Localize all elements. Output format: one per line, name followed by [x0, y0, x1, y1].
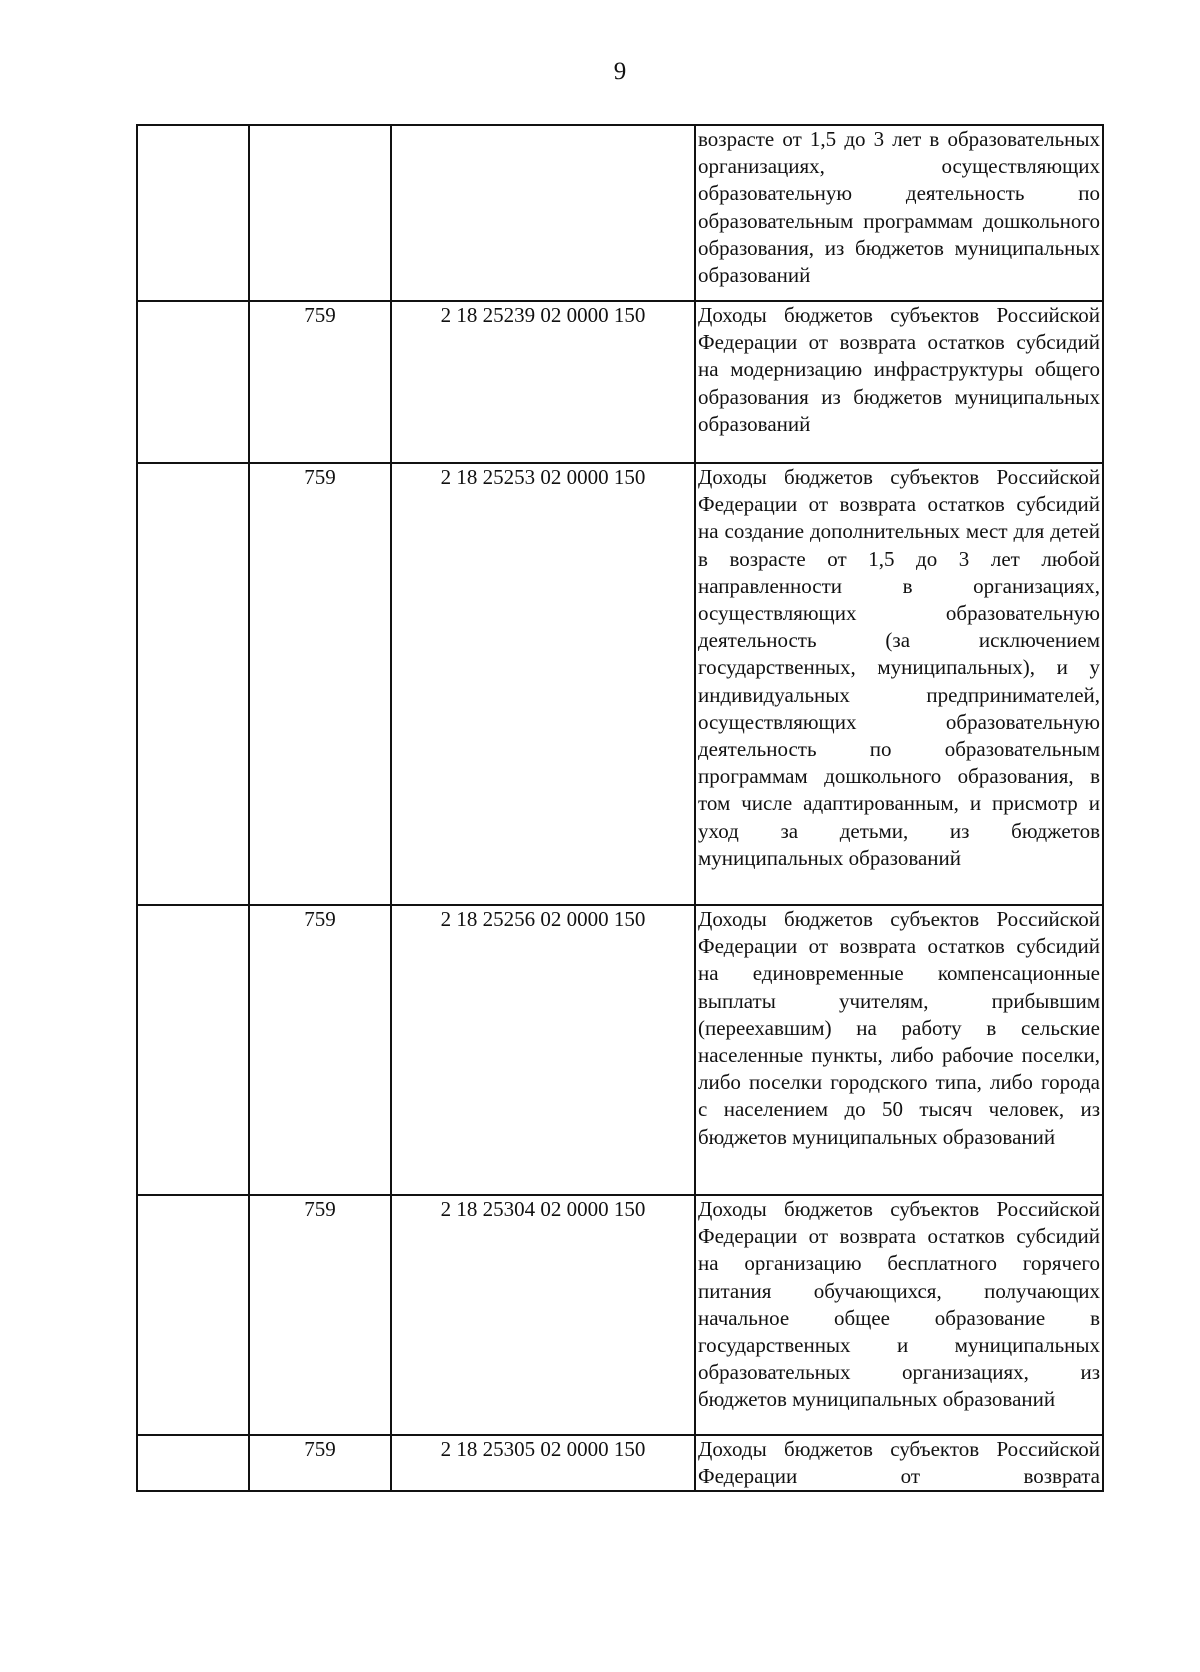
description-cell: Доходы бюджетов субъектов Российской Федерации от возврата остатков субсидий на организацию бесплатного горячего питания обучающихся, получающих начальное общее образование в государственных и муниципальных образовательных организациях, из бюджетов муниципальных образований [695, 1195, 1103, 1435]
kbk-code-cell: 2 18 25253 02 0000 150 [391, 463, 695, 905]
table-row [137, 125, 1103, 301]
empty-cell [137, 1435, 249, 1491]
description-cell: возрасте от 1,5 до 3 лет в образовательных организациях, осуществляющих образовательную деятельность по образовательным программам дошкольного образования, из бюджетов муниципальных образований [695, 125, 1103, 301]
empty-cell [137, 125, 249, 301]
table-row [137, 463, 1103, 905]
empty-cell [137, 905, 249, 1195]
kbk-code-cell: 2 18 25305 02 0000 150 [391, 1435, 695, 1491]
table-row [137, 905, 1103, 1195]
table-row [137, 1195, 1103, 1435]
revenue-classification-table [136, 124, 1104, 1492]
kbk-code-cell: 2 18 25256 02 0000 150 [391, 905, 695, 1195]
page-number: 9 [613, 58, 627, 85]
admin-code-cell: 759 [249, 1435, 391, 1491]
empty-cell [137, 463, 249, 905]
description-cell: Доходы бюджетов субъектов Российской Федерации от возврата остатков субсидий на модернизацию инфраструктуры общего образования из бюджетов муниципальных образований [695, 301, 1103, 463]
admin-code-cell: 759 [249, 301, 391, 463]
table-row [137, 1435, 1103, 1491]
admin-code-cell: 759 [249, 463, 391, 905]
empty-cell [137, 301, 249, 463]
kbk-code-cell: 2 18 25239 02 0000 150 [391, 301, 695, 463]
description-cell: Доходы бюджетов субъектов Российской Федерации от возврата остатков субсидий на единовременные компенсационные выплаты учителям, прибывшим (переехавшим) на работу в сельские населенные пункты, либо рабочие поселки, либо поселки городского типа, либо города с населением до 50 тысяч человек, из бюджетов муниципальных образований [695, 905, 1103, 1195]
admin-code-cell: 759 [249, 905, 391, 1195]
kbk-code-cell: 2 18 25304 02 0000 150 [391, 1195, 695, 1435]
admin-code-cell: 759 [249, 1195, 391, 1435]
empty-cell [137, 1195, 249, 1435]
admin-code-cell [249, 125, 391, 301]
description-cell: Доходы бюджетов субъектов Российской Федерации от возврата [695, 1435, 1103, 1491]
kbk-code-cell [391, 125, 695, 301]
table-row [137, 301, 1103, 463]
description-cell: Доходы бюджетов субъектов Российской Федерации от возврата остатков субсидий на создание дополнительных мест для детей в возрасте от 1,5 до 3 лет любой направленности в организациях, осуществляющих образовательную деятельность (за исключением государственных, муниципальных), и у индивидуальных предпринимателей, осуществляющих образовательную деятельность по образовательным программам дошкольного образования, в том числе адаптированным, и присмотр и уход за детьми, из бюджетов муниципальных образований [695, 463, 1103, 905]
